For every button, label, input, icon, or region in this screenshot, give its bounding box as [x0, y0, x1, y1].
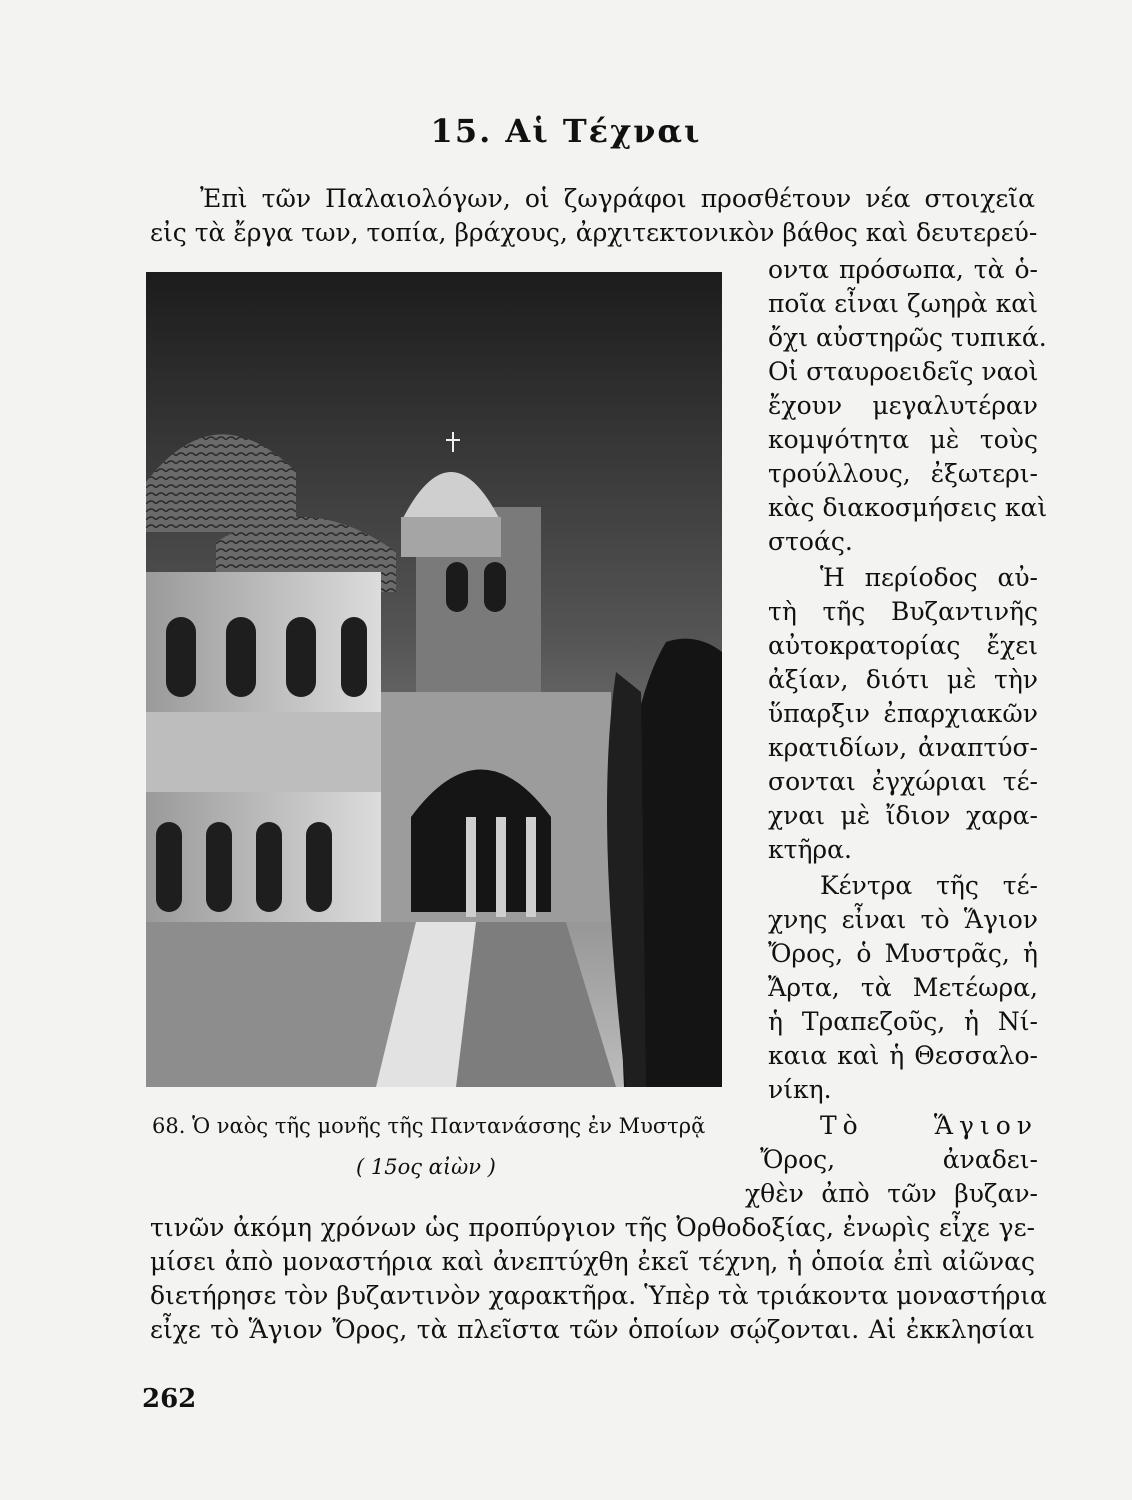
text-line: Τὸ Ἅγιον [820, 1111, 1038, 1140]
text-line: κρατιδίων, ἀναπτύσ- [768, 733, 1038, 762]
text-line: Ἡ περίοδος αὐ- [820, 563, 1038, 592]
text-line: κτῆρα. [768, 835, 852, 864]
text-line: χθὲν ἀπὸ τῶν βυζαν- [745, 1179, 1038, 1208]
text-line: εἰς τὰ ἔργα των, τοπία, βράχους, ἀρχιτεκτονικὸν βάθος καὶ δευτερεύ- [150, 218, 1038, 247]
text-line: διετήρησε τὸν βυζαντινὸν χαρακτῆρα. Ὑπὲρ τὰ τριάκοντα μοναστήρια [150, 1281, 1047, 1310]
text-line: τινῶν ἀκόμη χρόνων ὡς προπύργιον τῆς Ὀρθοδοξίας, ἐνωρὶς εἶχε γε- [150, 1213, 1035, 1242]
text-line: νίκη. [768, 1075, 832, 1104]
church-photograph [146, 272, 722, 1087]
section-heading: 15. Αἱ Τέχναι [430, 112, 702, 150]
text-line: Ὄρος, ὁ Μυστρᾶς, ἡ [768, 939, 1038, 968]
text-line: τὴ τῆς Βυζαντινῆς [768, 597, 1038, 626]
text-line: χνης εἶναι τὸ Ἅγιον [768, 905, 1038, 934]
text-line: Ἄρτα, τὰ Μετέωρα, [768, 973, 1038, 1002]
text-line: ὕπαρξιν ἐπαρχιακῶν [768, 699, 1038, 728]
figure-caption-date: ( 15ος αἰὼν ) [356, 1155, 496, 1179]
text-line: εἶχε τὸ Ἅγιον Ὄρος, τὰ πλεῖστα τῶν ὁποίων σῴζονται. Αἱ ἐκκλησίαι [150, 1315, 1035, 1344]
text-line: σονται ἐγχώριαι τέ- [768, 767, 1038, 796]
text-line: μίσει ἀπὸ μοναστήρια καὶ ἀνεπτύχθη ἐκεῖ τέχνη, ἡ ὁποία ἐπὶ αἰῶνας [150, 1247, 1035, 1276]
text-line: Ἐπὶ τῶν Παλαιολόγων, οἱ ζωγράφοι προσθέτουν νέα στοιχεῖα [200, 184, 1035, 213]
text-line: καια καὶ ἡ Θεσσαλο- [768, 1041, 1038, 1070]
text-line: Κέντρα τῆς τέ- [820, 871, 1038, 900]
text-line: Ὄρος, ἀναδει- [760, 1145, 1038, 1174]
text-line: κὰς διακοσμήσεις καὶ [768, 493, 1048, 522]
text-line: τρούλλους, ἐξωτερι- [768, 459, 1038, 488]
text-line: κομψότητα μὲ τοὺς [768, 425, 1038, 454]
text-line: χναι μὲ ἴδιον χαρα- [768, 801, 1038, 830]
text-line: Οἱ σταυροειδεῖς ναοὶ [768, 357, 1039, 386]
page-number: 262 [142, 1384, 197, 1414]
text-line: ὄχι αὐστηρῶς τυπικά. [768, 323, 1047, 352]
text-line: ἔχουν μεγαλυτέραν [768, 391, 1038, 420]
church-illustration [146, 272, 722, 1087]
text-line: στοάς. [768, 527, 853, 556]
text-line: ἀξίαν, διότι μὲ τὴν [768, 665, 1038, 694]
text-line: ποῖα εἶναι ζωηρὰ καὶ [768, 289, 1038, 318]
text-line: οντα πρόσωπα, τὰ ὁ- [768, 255, 1038, 284]
figure-caption: 68. Ὁ ναὸς τῆς μονῆς τῆς Παντανάσσης ἐν Μυστρᾷ [152, 1114, 706, 1138]
text-line: ἡ Τραπεζοῦς, ἡ Νί- [768, 1007, 1038, 1036]
text-line: αὐτοκρατορίας ἔχει [768, 631, 1038, 660]
